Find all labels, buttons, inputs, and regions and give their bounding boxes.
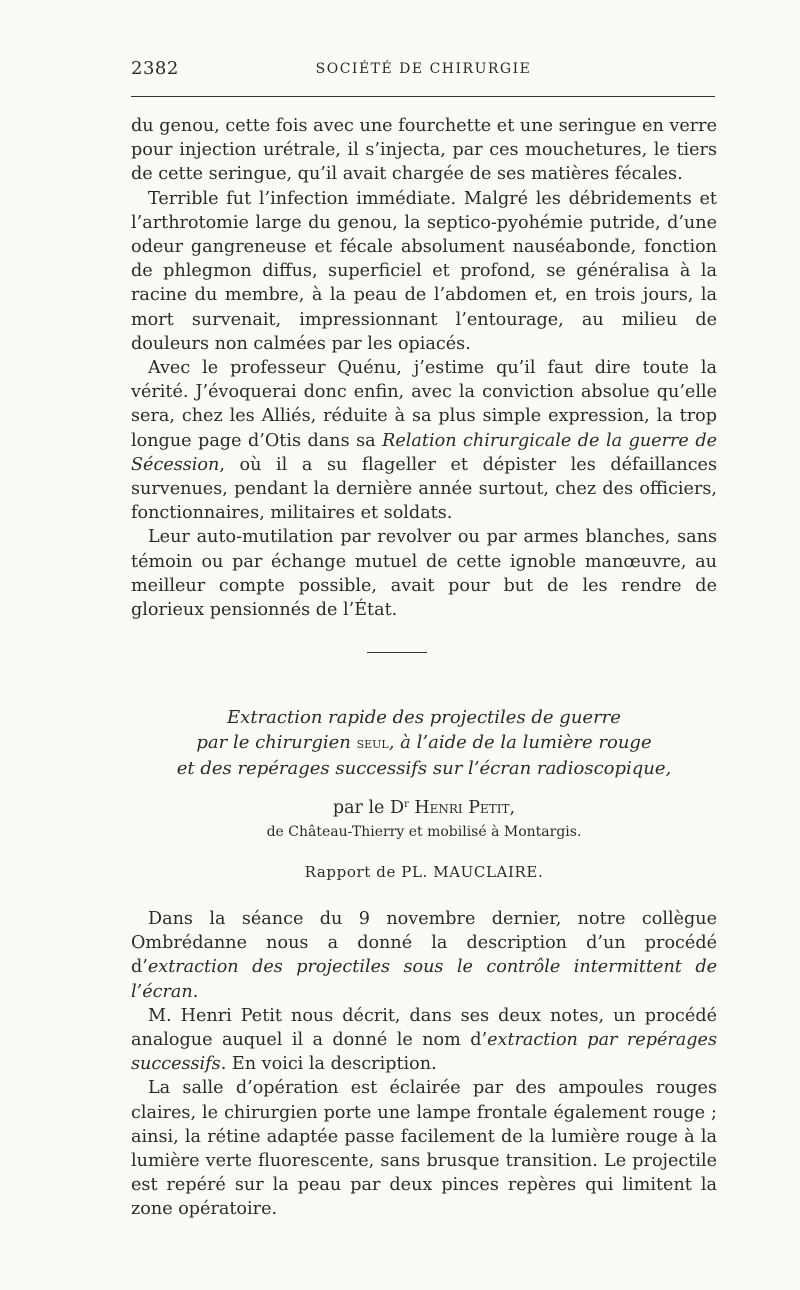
paragraph-petit-a: M. Henri Petit nous décrit, dans ses deux notes, un procédé analogue auquel il a donné le nom d’: [131, 1005, 717, 1051]
paragraph-ombredanne-a: Dans la séance du 9 novembre dernier, notre collègue Ombrédanne nous a donné la description d’un procédé d’: [131, 909, 717, 978]
article-title-line-3: et des repérages successifs sur l’écran radioscopique,: [176, 758, 672, 779]
paragraph-continuation: du genou, cette fois avec une fourchette et une seringue en verre pour injection urétrale, il s’injecta, par ces mouchetures, le tiers de cette seringue, qu’il avait chargée de ses matières fécales.: [131, 116, 717, 185]
article-heading: [131, 705, 717, 881]
page-number: 2382: [131, 58, 179, 79]
paragraph-ombredanne: [131, 907, 717, 1004]
author-sup: r: [404, 799, 409, 810]
author-prefix: par le D: [332, 798, 405, 818]
header-rule: [131, 96, 715, 97]
article-title-line-1: Extraction rapide des projectiles de guerre: [227, 707, 621, 728]
paragraph-ombredanne-italic: extraction des projectiles sous le contrôle intermittent de l’écran: [131, 957, 717, 1002]
article-title-smallcaps: seul: [356, 734, 389, 752]
author-name: Henri Petit,: [414, 798, 516, 818]
section-separator: [367, 652, 427, 653]
paragraph-salle: La salle d’opération est éclairée par des ampoules rouges claires, le chirurgien porte une lampe frontale également rouge ; ainsi, la rétine adaptée passe facilement de la lumière rouge à la lumière verte fluorescente, sans brusque transition. Le projectile est repéré sur la peau par deux pinces repères qui limitent la zone opératoire.: [131, 1078, 717, 1220]
article-author: [131, 793, 717, 820]
paragraph-otis-text-b: , où il a su flageller et dépister les défaillances survenues, pendant la dernière année surtout, chez des officiers, fonctionnaires, militaires et soldats.: [131, 454, 717, 524]
article-report: Rapport de PL. MAUCLAIRE.: [304, 863, 544, 881]
paragraph-ombredanne-b: .: [192, 981, 199, 1002]
article-title-line-2: [131, 730, 717, 756]
paragraph-otis-text-a: Avec le professeur Quénu, j’estime qu’il faut dire toute la vérité. J’évoquerai donc enfin, avec la conviction absolue qu’elle sera, chez les Alliés, réduite à sa plus simple expression, la trop longue page d’Otis dans sa: [131, 358, 717, 451]
paragraph-petit-italic: extraction par repérages successifs: [131, 1030, 717, 1075]
article-affiliation: de Château-Thierry et mobilisé à Montargis.: [266, 824, 582, 840]
article-title-line-2-a: par le chirurgien: [196, 732, 357, 753]
book-title-italic: Relation chirurgicale de la guerre de Sécession: [131, 430, 717, 475]
article-title-line-2-b: , à l’aide de la lumière rouge: [388, 732, 652, 753]
running-title: SOCIÉTÉ DE CHIRURGIE: [315, 61, 532, 77]
paragraph-petit: [131, 1004, 717, 1077]
body-text-lower: [131, 907, 717, 1222]
paragraph-petit-b: . En voici la description.: [220, 1054, 437, 1075]
paragraph-otis: [131, 356, 717, 525]
paragraph-auto-mutilation: Leur auto-mutilation par revolver ou par armes blanches, sans témoin ou par échange mutuel de cette ignoble manœuvre, au meilleur compte possible, avait pour but de les rendre de glorieux pensionnés de l’État.: [131, 527, 717, 621]
body-text-upper: [131, 114, 717, 622]
running-head: [131, 58, 716, 82]
paragraph-infection: Terrible fut l’infection immédiate. Malgré les débridements et l’arthrotomie large du genou, la septico-pyohémie putride, d’une odeur gangreneuse et fécale absolument nauséabonde, fonction de phlegmon diffus, superficiel et profond, se généralisa à la racine du membre, à la peau de l’abdomen et, en trois jours, la mort survenait, impressionnant l’entourage, au milieu de douleurs non calmées par les opiacés.: [131, 188, 717, 354]
